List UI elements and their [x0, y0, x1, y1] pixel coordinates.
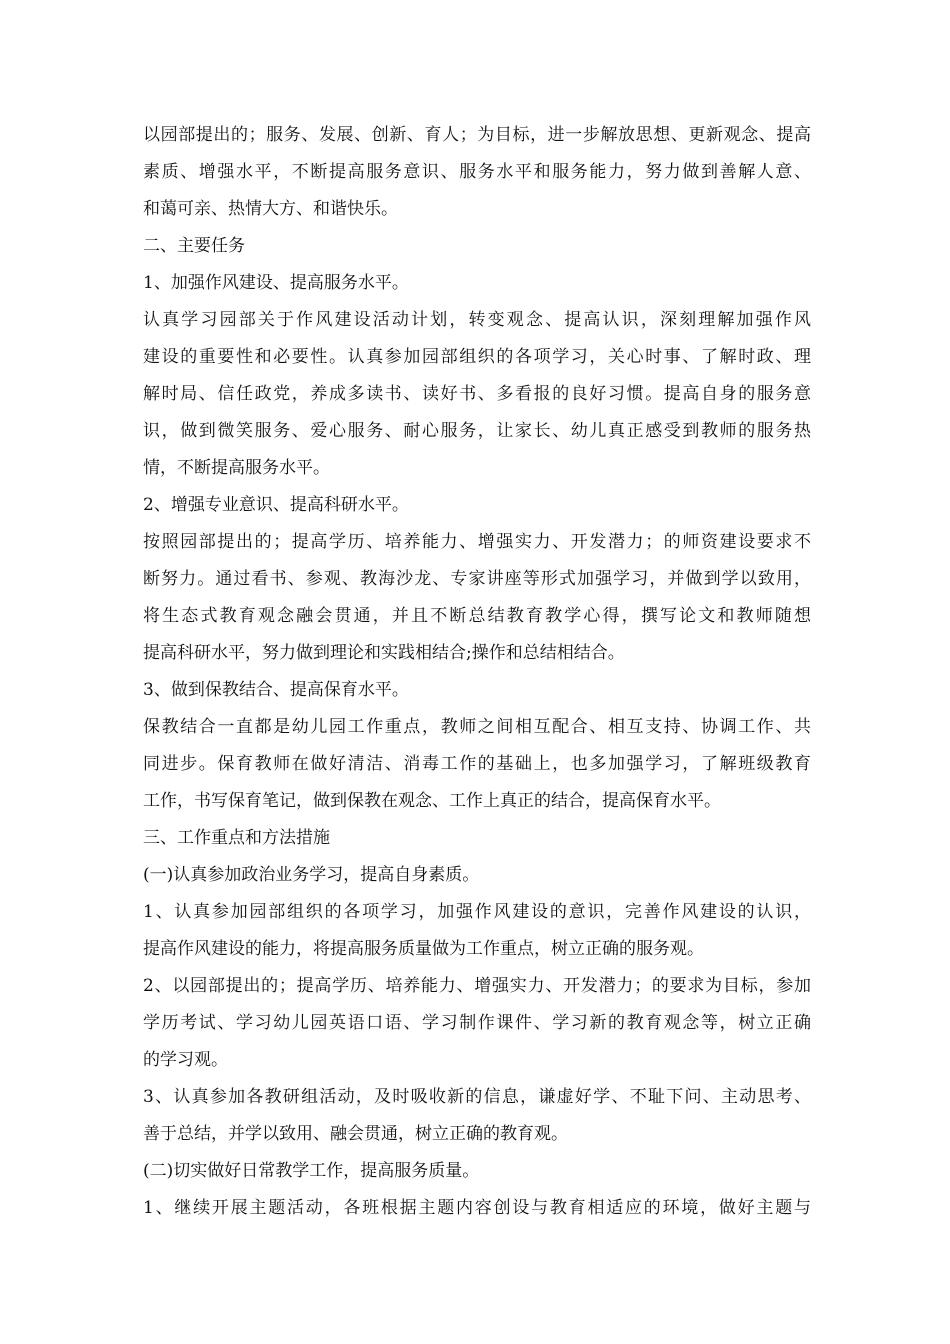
paragraph-line: 认真学习园部关于作风建设活动计划，转变观念、提高认识，深刻理解加强作风: [143, 310, 811, 330]
paragraph-line: 3、认真参加各教研组活动，及时吸收新的信息，谦虚好学、不耻下问、主动思考、: [143, 1087, 811, 1107]
paragraph-line: 1、继续开展主题活动，各班根据主题内容创设与教育相适应的环境，做好主题与: [143, 1198, 811, 1218]
paragraph-line: 保教结合一直都是幼儿园工作重点，教师之间相互配合、相互支持、协调工作、共: [143, 717, 811, 737]
paragraph-line: 以园部提出的；服务、发展、创新、育人；为目标，进一步解放思想、更新观念、提高: [143, 125, 811, 145]
paragraph-line: 学历考试、学习幼儿园英语口语、学习制作课件、学习新的教育观念等，树立正确: [143, 1013, 811, 1033]
paragraph-line: 提高作风建设的能力，将提高服务质量做为工作重点，树立正确的服务观。: [143, 939, 704, 959]
paragraph-line: 情，不断提高服务水平。: [143, 458, 330, 478]
paragraph-line: 按照园部提出的；提高学历、培养能力、增强实力、开发潜力；的师资建设要求不: [143, 532, 811, 552]
paragraph-line: 1、认真参加园部组织的各项学习，加强作风建设的意识，完善作风建设的认识，: [143, 902, 811, 922]
document-page: [143, 117, 811, 1227]
paragraph: [143, 709, 811, 820]
paragraph-line: 断努力。通过看书、参观、教海沙龙、专家讲座等形式加强学习，并做到学以致用，: [143, 569, 811, 589]
paragraph-line: 识，做到微笑服务、爱心服务、耐心服务，让家长、幼儿真正感受到教师的服务热: [143, 421, 811, 441]
paragraph-line: 工作，书写保育笔记，做到保教在观念、工作上真正的结合，提高保育水平。: [143, 791, 721, 811]
paragraph-line: 将生态式教育观念融会贯通，并且不断总结教育教学心得，撰写论文和教师随想: [143, 606, 811, 626]
paragraph-line: 建设的重要性和必要性。认真参加园部组织的各项学习，关心时事、了解时政、理: [143, 347, 811, 367]
paragraph: [143, 1079, 811, 1153]
paragraph: [143, 302, 811, 487]
paragraph-line: 素质、增强水平，不断提高服务意识、服务水平和服务能力，努力做到善解人意、: [143, 162, 811, 182]
section-heading: 1、加强作风建设、提高服务水平。: [143, 273, 409, 293]
paragraph-line: 和蔼可亲、热情大方、和谐快乐。: [143, 199, 398, 219]
paragraph-line: 善于总结，并学以致用、融会贯通，树立正确的教育观。: [143, 1124, 568, 1144]
section-heading: (一)认真参加政治业务学习，提高自身素质。: [143, 865, 480, 885]
section-heading: 3、做到保教结合、提高保育水平。: [143, 680, 409, 700]
section-heading: 2、增强专业意识、提高科研水平。: [143, 495, 409, 515]
paragraph: [143, 894, 811, 968]
section-heading: 三、工作重点和方法措施: [143, 828, 330, 848]
paragraph-line: 提高科研水平，努力做到理论和实践相结合;操作和总结相结合。: [143, 643, 625, 663]
paragraph-line: 的学习观。: [143, 1050, 228, 1070]
paragraph: [143, 968, 811, 1079]
paragraph-line: 同进步。保育教师在做好清洁、消毒工作的基础上，也多加强学习，了解班级教育: [143, 754, 811, 774]
paragraph: [143, 117, 811, 228]
paragraph: [143, 1190, 811, 1227]
paragraph-line: 2、以园部提出的；提高学历、培养能力、增强实力、开发潜力；的要求为目标，参加: [143, 976, 811, 996]
paragraph-line: 解时局、信任政党，养成多读书、读好书、多看报的良好习惯。提高自身的服务意: [143, 384, 811, 404]
paragraph: [143, 524, 811, 672]
section-heading: 二、主要任务: [143, 236, 245, 256]
section-heading: (二)切实做好日常教学工作，提高服务质量。: [143, 1161, 480, 1181]
